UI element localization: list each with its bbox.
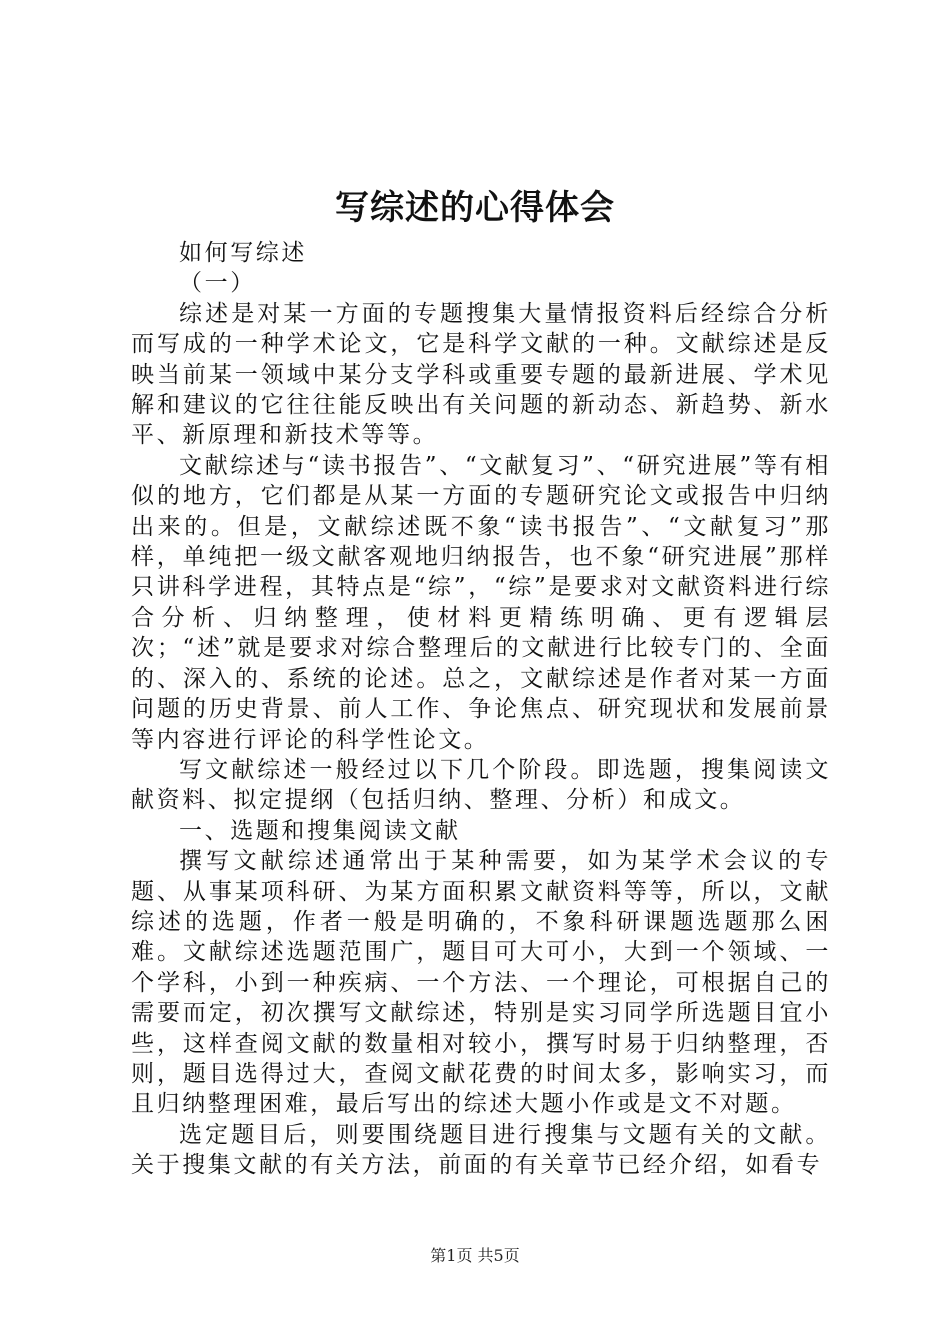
paragraph-subtitle: 如何写综述 xyxy=(179,240,307,266)
document-body xyxy=(131,238,831,1181)
paragraph: 撰写文献综述通常出于某种需要，如为某学术会议的专题、从事某项科研、为某方面积累文献资料等等，所以，文献综述的选题，作者一般是明确的，不象科研课题选题那么困难。文献综述选题范围广，题目可大可小，大到一个领域、一个学科，小到一种疾病、一个方法、一个理论，可根据自己的需要而定，初次撰写文献综述，特别是实习同学所选题目宜小些，这样查阅文献的数量相对较小，撰写时易于归纳整理，否则，题目选得过大，查阅文献花费的时间太多，影响实习，而且归纳整理困难，最后写出的综述大题小作或是文不对题。 xyxy=(131,848,831,1118)
paragraph: 选定题目后，则要围绕题目进行搜集与文题有关的文献。关于搜集文献的有关方法，前面的有关章节已经介绍，如看专 xyxy=(131,1121,831,1179)
paragraph-section-number: （一） xyxy=(179,270,256,297)
document-title: 写综述的心得体会 xyxy=(335,188,615,228)
section-heading: 一、选题和搜集阅读文献 xyxy=(179,817,461,844)
paragraph: 文献综述与“读书报告”、“文献复习”、“研究进展”等有相似的地方，它们都是从某一方面的专题研究论文或报告中归纳出来的。但是，文献综述既不象“读书报告”、“文献复习”那样，单纯把一级文献客观地归纳报告，也不象“研究进展”那样只讲科学进程，其特点是“综”，“综”是要求对文献资料进行综合分析、归纳整理，使材料更精练明确、更有逻辑层次；“述”就是要求对综合整理后的文献进行比较专门的、全面的、深入的、系统的论述。总之，文献综述是作者对某一方面问题的历史背景、前人工作、争论焦点、研究现状和发展前景等内容进行评论的科学性论文。 xyxy=(131,452,831,753)
page-number-footer: 第1页 共5页 xyxy=(430,1246,520,1265)
paragraph: 写文献综述一般经过以下几个阶段。即选题，搜集阅读文献资料、拟定提纲（包括归纳、整理、分析）和成文。 xyxy=(131,756,831,814)
paragraph: 综述是对某一方面的专题搜集大量情报资料后经综合分析而写成的一种学术论文，它是科学文献的一种。文献综述是反映当前某一领域中某分支学科或重要专题的最新进展、学术见解和建议的它往往能反映出有关问题的新动态、新趋势、新水平、新原理和新技术等等。 xyxy=(131,300,831,449)
